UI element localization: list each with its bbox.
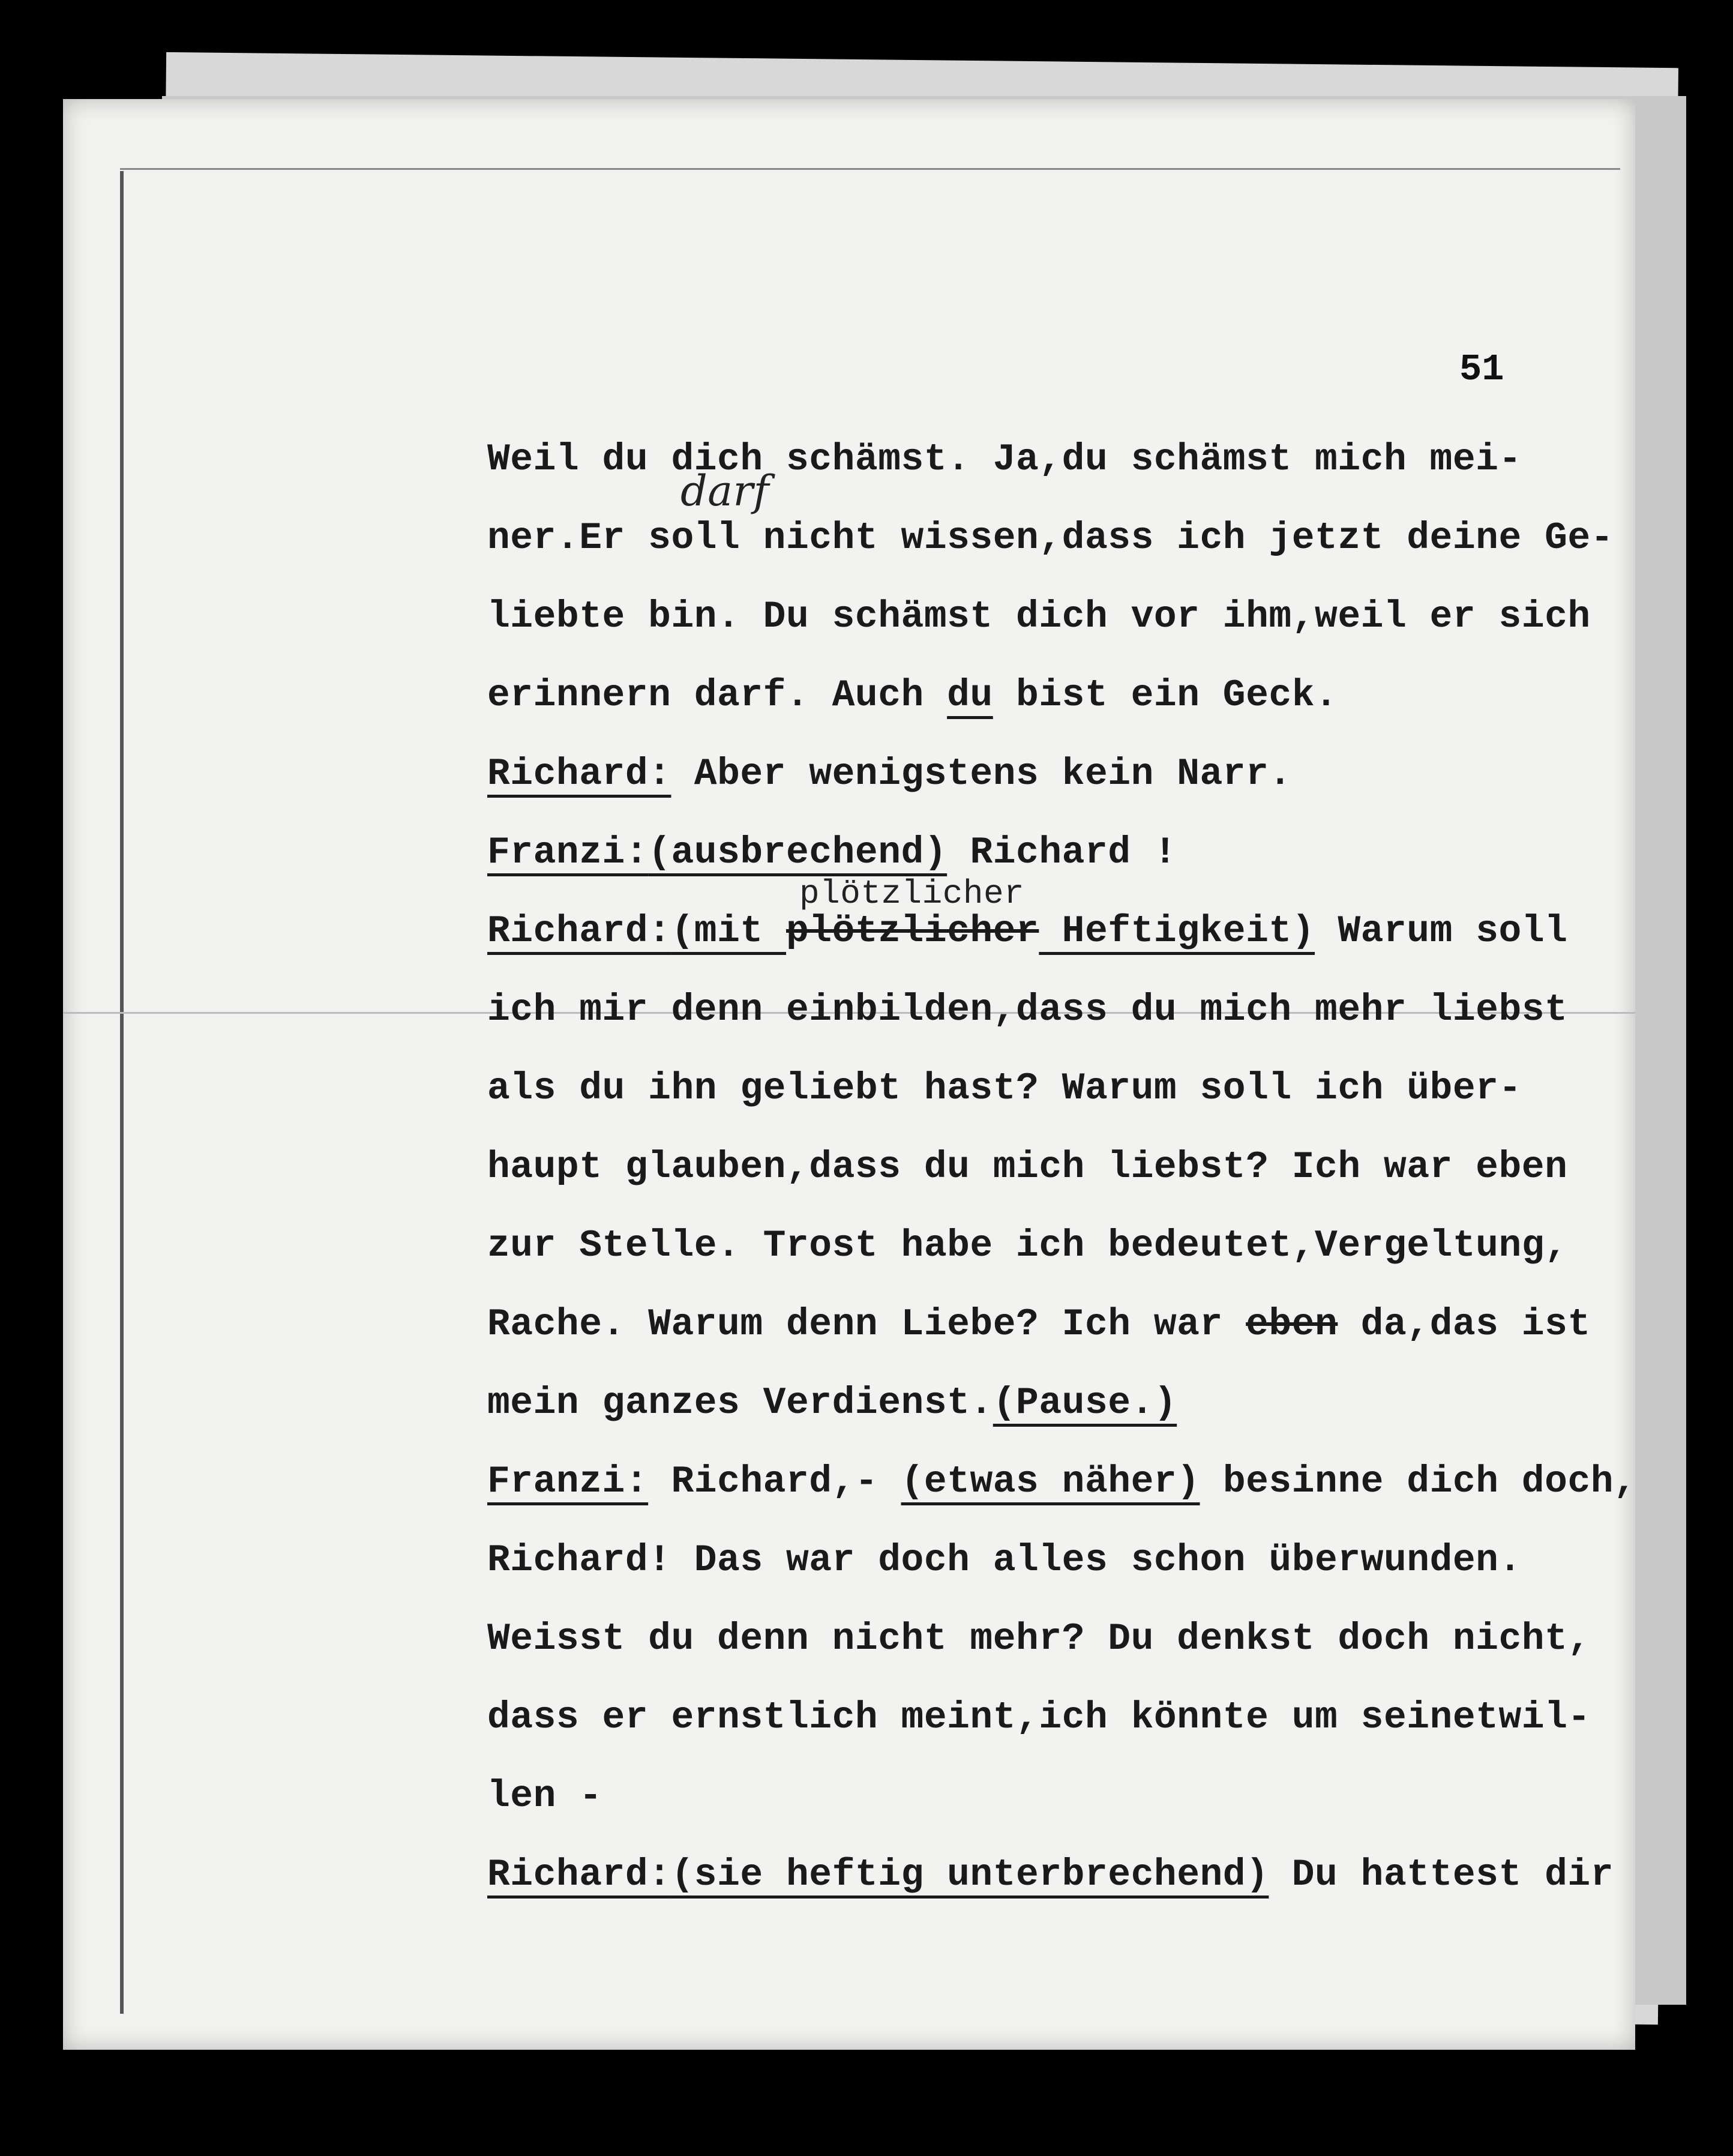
text-line (487, 1442, 1663, 1521)
struck-text: eben (1246, 1303, 1338, 1346)
text-segment: len - (487, 1775, 602, 1817)
text-line (487, 735, 1663, 813)
underlined-text: (sie heftig unterbrechend) (671, 1853, 1269, 1896)
text-line (487, 971, 1663, 1049)
text-segment: Rache. Warum denn Liebe? Ich war (487, 1303, 1246, 1346)
underlined-text: (Pause.) (993, 1382, 1177, 1424)
text-line (487, 1757, 1663, 1835)
text-segment: Aber wenigstens kein Narr. (671, 753, 1292, 795)
text-line (487, 813, 1663, 892)
handwritten-note: darf (680, 466, 769, 516)
text-line (487, 875, 1663, 971)
underlined-text: Heftigkeit) (1039, 910, 1315, 953)
text-segment: zur Stelle. Trost habe ich bedeutet,Vergeltung, (487, 1224, 1568, 1267)
text-segment: Du hattest dir (1269, 1853, 1614, 1896)
text-line (487, 420, 1663, 499)
text-segment: ich mir denn einbilden,dass du mich mehr liebst (487, 989, 1568, 1031)
text-line (487, 1600, 1663, 1678)
text-segment: liebte bin. Du schämst dich vor ihm,weil er sich (487, 595, 1591, 638)
text-segment: bist ein Geck. (993, 674, 1338, 717)
text-segment: als du ihn geliebt hast? Warum soll ich über- (487, 1067, 1522, 1110)
underlined-text: Franzi: (487, 831, 649, 874)
typed-text-block (487, 420, 1663, 1914)
text-segment: besinne dich doch, (1200, 1460, 1637, 1503)
text-line (487, 466, 1663, 577)
paper-edge-line (120, 168, 1620, 170)
text-line (487, 656, 1663, 735)
underlined-text: Franzi: (487, 1460, 649, 1503)
struck-text: plötzlicher (785, 910, 1039, 953)
text-segment: Weisst du denn nicht mehr? Du denkst doch nicht, (487, 1618, 1591, 1660)
text-segment: erinnern darf. Auch (487, 674, 948, 717)
text-segment: da,das ist (1338, 1303, 1591, 1346)
text-line (487, 1364, 1663, 1442)
text-segment: Warum soll (1315, 910, 1568, 953)
text-line (487, 1128, 1663, 1206)
underlined-text: (ausbrechend) (648, 831, 948, 874)
text-segment: Richard! Das war doch alles schon überwunden. (487, 1539, 1522, 1582)
text-segment: dass er ernstlich meint,ich könnte um seinetwil- (487, 1696, 1591, 1739)
text-line (487, 1678, 1663, 1757)
text-segment: Weil du dich schämst. Ja,du schämst mich mei- (487, 438, 1522, 481)
underlined-text: (etwas näher) (901, 1460, 1200, 1503)
text-line (487, 1206, 1663, 1285)
text-line (487, 577, 1663, 656)
text-segment: Richard ! (947, 831, 1177, 874)
underlined-text: Richard: (487, 753, 671, 795)
text-segment: haupt glauben,dass du mich liebst? Ich war eben (487, 1146, 1568, 1188)
text-line (487, 1835, 1663, 1914)
text-line (487, 1049, 1663, 1128)
text-segment: Richard,- (648, 1460, 901, 1503)
underlined-text: Richard: (487, 1853, 671, 1896)
text-line (487, 1285, 1663, 1364)
text-line (487, 1521, 1663, 1600)
underlined-text: Richard: (487, 910, 671, 953)
typed-insertion: plötzlicher (799, 875, 1025, 913)
underlined-text: (mit (671, 910, 786, 953)
page-number: 51 (1459, 348, 1504, 391)
underlined-text: du (947, 674, 993, 717)
text-segment: mein ganzes Verdienst. (487, 1382, 993, 1424)
text-segment: ner.Er soll nicht wissen,dass ich jetzt deine Ge- (487, 517, 1614, 559)
margin-line (120, 171, 124, 2014)
